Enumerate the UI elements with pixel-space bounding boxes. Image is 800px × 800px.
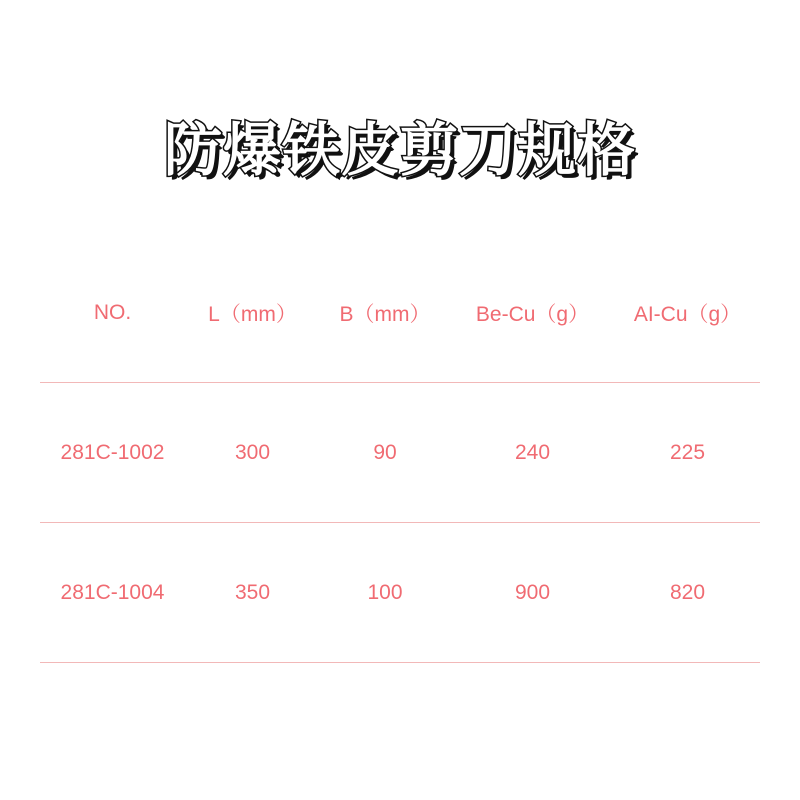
cell-be-cu-weight: 900 — [514, 580, 551, 604]
page-title: 防爆铁皮剪刀规格 — [163, 116, 636, 184]
cell-model-no: 281C-1004 — [60, 580, 165, 604]
cell-length: 300 — [234, 440, 271, 464]
cell-width: 90 — [373, 440, 397, 464]
header-be-cu-weight: Be-Cu（g） — [475, 303, 590, 326]
table-row — [40, 523, 760, 663]
header-al-cu-weight: AI-Cu（g） — [633, 303, 742, 326]
spec-table — [40, 244, 760, 663]
cell-width: 100 — [367, 580, 403, 604]
header-no: NO. — [93, 301, 132, 324]
cell-al-cu-weight: 225 — [669, 440, 706, 464]
table-row — [40, 383, 760, 523]
cell-model-no: 281C-1002 — [60, 440, 165, 464]
header-width: B（mm） — [339, 303, 431, 326]
table-header-row — [40, 244, 760, 383]
cell-be-cu-weight: 240 — [514, 440, 551, 464]
cell-al-cu-weight: 820 — [669, 580, 706, 604]
cell-length: 350 — [234, 580, 271, 604]
header-length: L（mm） — [208, 303, 297, 326]
